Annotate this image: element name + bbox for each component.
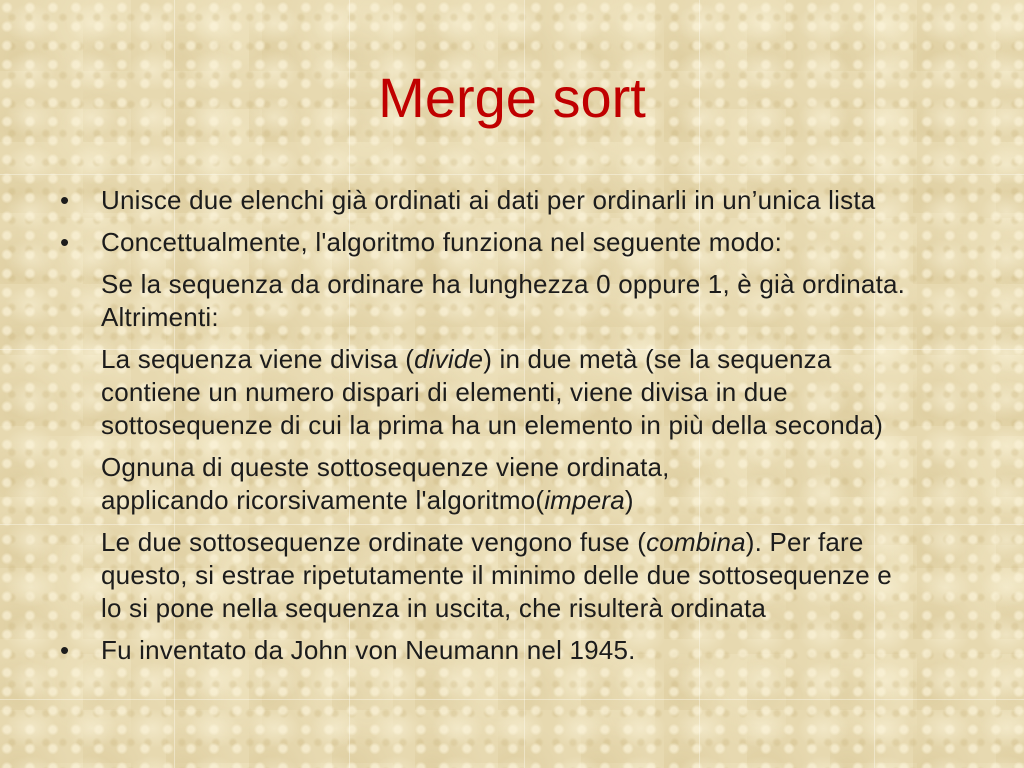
sub-paragraph — [0, 268, 1024, 334]
paragraph-text: ) — [624, 485, 634, 515]
sub-paragraph — [0, 451, 1024, 517]
paragraph-text: ) in due metà (se la sequenza contiene un numero dispari di elementi, viene divisa in due sottosequenze di cui la prima ha un elemento in più della seconda) — [101, 344, 884, 440]
bullet-marker: • — [60, 227, 70, 257]
sub-paragraph — [0, 526, 1024, 625]
slide-body — [0, 184, 1024, 667]
bullet-item — [0, 226, 1024, 259]
paragraph-text: La sequenza viene divisa ( — [101, 344, 415, 374]
bullet-marker: • — [60, 635, 70, 665]
bullet-text: Concettualmente, l'algoritmo funziona nel seguente modo: — [101, 227, 783, 257]
sub-paragraph — [0, 343, 1024, 442]
bullet-text: Fu inventato da John von Neumann nel 1945. — [101, 635, 636, 665]
emphasis-text: impera — [544, 485, 625, 515]
bullet-item — [0, 634, 1024, 667]
bullet-text: Unisce due elenchi già ordinati ai dati per ordinarli in un’unica lista — [101, 185, 876, 215]
slide-title: Merge sort — [378, 66, 646, 129]
emphasis-text: divide — [414, 344, 484, 374]
bullet-marker: • — [60, 185, 70, 215]
emphasis-text: combina — [646, 527, 746, 557]
paragraph-text: Le due sottosequenze ordinate vengono fuse ( — [101, 527, 647, 557]
paragraph-text: Se la sequenza da ordinare ha lunghezza 0 oppure 1, è già ordinata. Altrimenti: — [101, 269, 906, 332]
bullet-item — [0, 184, 1024, 217]
paragraph-text: ). Per fare questo, si estrae ripetutamente il minimo delle due sottosequenze e lo si pone nella sequenza in uscita, che risulterà ordinata — [101, 527, 892, 623]
paragraph-text: Ognuna di queste sottosequenze viene ordinata, applicando ricorsivamente l'algoritmo( — [101, 452, 670, 515]
